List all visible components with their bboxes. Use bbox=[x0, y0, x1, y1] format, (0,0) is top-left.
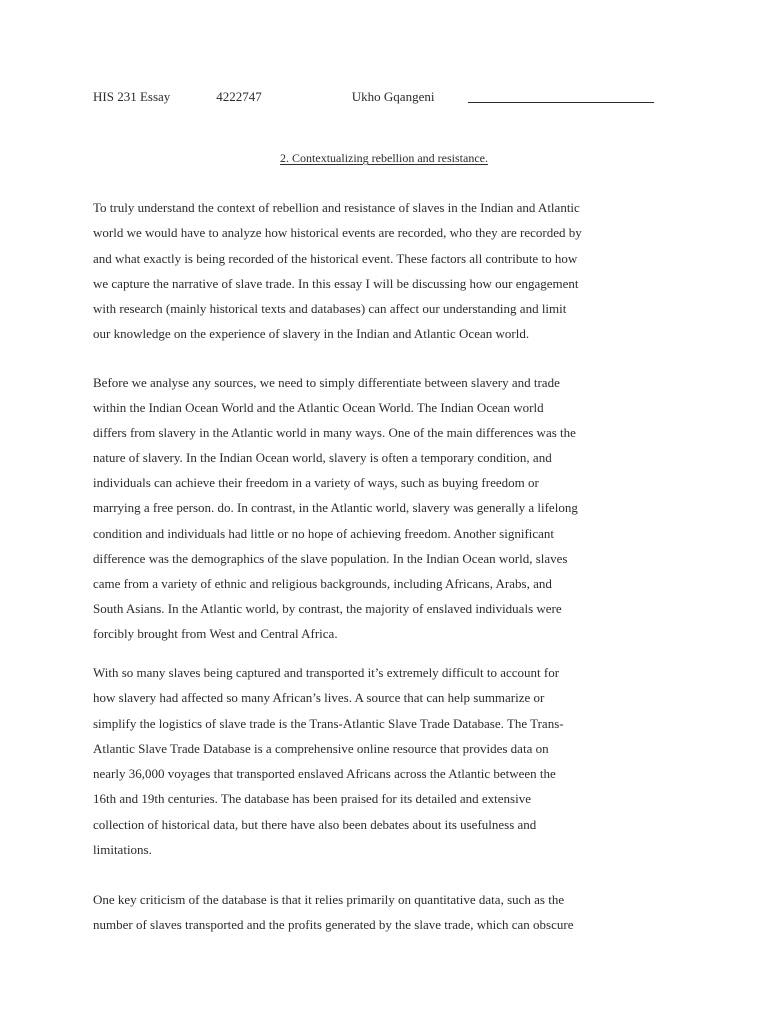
paragraph-database bbox=[93, 660, 676, 862]
text-line: number of slaves transported and the profits generated by the slave trade, which can obscure bbox=[93, 917, 574, 932]
course-code: HIS 231 Essay bbox=[93, 89, 171, 104]
text-line: how slavery had affected so many African’s lives. A source that can help summarize or bbox=[93, 690, 545, 706]
paragraph-criticism bbox=[93, 887, 676, 937]
text-line: marrying a free person. do. In contrast, in the Atlantic world, slavery was generally a lifelong bbox=[93, 500, 578, 516]
student-name: Ukho Gqangeni bbox=[351, 89, 435, 104]
text-line: condition and individuals had little or no hope of achieving freedom. Another significant bbox=[93, 525, 555, 541]
text-line: nature of slavery. In the Indian Ocean world, slavery is often a temporary condition, and bbox=[93, 450, 552, 466]
text-line: Atlantic Slave Trade Database is a comprehensive online resource that provides data on bbox=[93, 740, 549, 756]
text-line: individuals can achieve their freedom in a variety of ways, such as buying freedom or bbox=[93, 475, 539, 491]
text-line: forcibly brought from West and Central Africa. bbox=[93, 625, 338, 641]
text-line: difference was the demographics of the slave population. In the Indian Ocean world, slaves bbox=[93, 550, 568, 566]
text-line: we capture the narrative of slave trade. In this essay I will be discussing how our engagement bbox=[93, 275, 579, 291]
text-line: with research (mainly historical texts and databases) can affect our understanding and limit bbox=[93, 301, 567, 317]
paragraph-introduction bbox=[93, 195, 676, 347]
text-line: collection of historical data, but there have also been debates about its usefulness and bbox=[93, 816, 537, 832]
paragraph-comparison bbox=[93, 370, 676, 646]
text-line: South Asians. In the Atlantic world, by contrast, the majority of enslaved individuals were bbox=[93, 600, 562, 616]
text-line: came from a variety of ethnic and religious backgrounds, including Africans, Arabs, and bbox=[93, 575, 552, 591]
text-line: world we would have to analyze how historical events are recorded, who they are recorded by bbox=[93, 225, 582, 241]
text-line: limitations. bbox=[93, 842, 152, 858]
header-blank-line bbox=[468, 90, 654, 103]
text-line: One key criticism of the database is that it relies primarily on quantitative data, such as the bbox=[93, 892, 565, 907]
text-line: 16th and 19th centuries. The database has been praised for its detailed and extensive bbox=[93, 791, 532, 807]
student-number: 4222747 bbox=[216, 89, 262, 104]
text-line: simplify the logistics of slave trade is the Trans-Atlantic Slave Trade Database. The Trans- bbox=[93, 715, 564, 731]
text-line: our knowledge on the experience of slavery in the Indian and Atlantic Ocean world. bbox=[93, 326, 530, 342]
text-line: within the Indian Ocean World and the Atlantic Ocean World. The Indian Ocean world bbox=[93, 400, 544, 416]
text-line: With so many slaves being captured and transported it’s extremely difficult to account for bbox=[93, 665, 560, 680]
text-line: differs from slavery in the Atlantic world in many ways. One of the main differences was the bbox=[93, 425, 576, 441]
section-title: 2. Contextualizing rebellion and resistance. bbox=[280, 151, 488, 165]
text-line: To truly understand the context of rebellion and resistance of slaves in the Indian and Atlantic bbox=[93, 200, 580, 215]
text-line: and what exactly is being recorded of the historical event. These factors all contribute to how bbox=[93, 250, 578, 266]
text-line: nearly 36,000 voyages that transported enslaved Africans across the Atlantic between the bbox=[93, 766, 556, 782]
essay-header bbox=[93, 88, 434, 106]
text-line: Before we analyse any sources, we need to simply differentiate between slavery and trade bbox=[93, 375, 560, 390]
